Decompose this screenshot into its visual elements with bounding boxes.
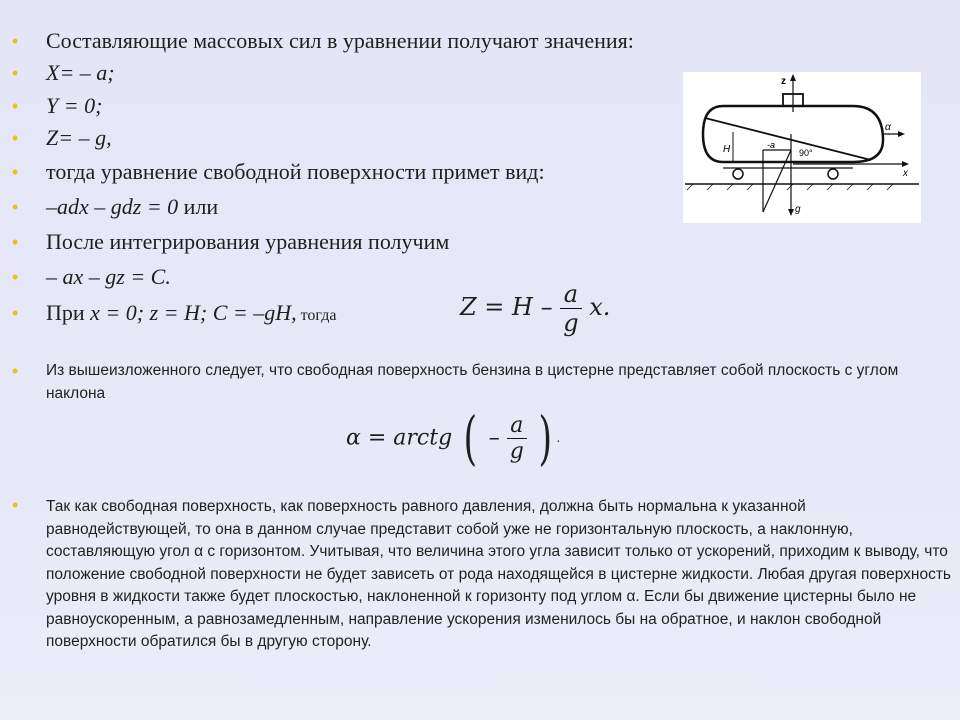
formula-z — [460, 280, 610, 337]
fraction-numerator: a — [507, 413, 527, 439]
bullet-text: Z= – g, — [46, 125, 112, 150]
fraction — [507, 413, 527, 464]
angle-label: 90° — [799, 148, 813, 158]
bullet-text: После интегрирования уравнения получим — [46, 229, 450, 254]
bullet-marker: • — [12, 128, 19, 148]
bullet-text: Составляющие массовых сил в уравнении получают значения: — [46, 28, 634, 53]
fraction-numerator: a — [560, 280, 581, 309]
g-arrow-icon — [788, 209, 794, 216]
formula-lhs: Z = H – — [460, 293, 553, 321]
formula-lhs: α = arctg — [346, 425, 453, 451]
fraction — [560, 280, 581, 337]
formula-tail: . — [556, 431, 561, 445]
paren-open: ( — [463, 404, 478, 472]
formula-alpha — [346, 404, 560, 476]
bullet-text: Y = 0; — [46, 93, 103, 118]
bullet-marker: • — [12, 63, 19, 83]
paragraph: Из вышеизложенного следует, что свободная поверхность бензина в цистерне представляет собой плоскость с углом наклона — [46, 362, 899, 402]
bullet-text — [46, 194, 218, 220]
tank-diagram — [683, 72, 921, 223]
bullet-prefix: При — [46, 300, 91, 325]
z-label: z — [781, 76, 786, 87]
fraction-denominator: g — [563, 309, 579, 337]
bullet-marker: • — [12, 31, 19, 51]
bullet-text: – ax – gz = C. — [46, 264, 171, 289]
bullet-marker: • — [12, 267, 19, 287]
bullet-marker: • — [12, 232, 19, 252]
paragraph: Так как свободная поверхность, как поверхность равного давления, должна быть нормальна к указанной равнодействующей, то она в данном случае представит собой уже не горизонтальную плоскость, а наклонную, составляющую угол α с горизонтом. Учитывая, что величина этого угла зависит только от ускорений, приходим к выводу, что положение свободной поверхности не будет зависеть от рода находящейся в цистерне жидкости. Любая другая поверхность уровня в жидкости также будет плоскостью, наклоненной к горизонту под углом α. Если бы движение цистерны было не равноускоренным, а равнозамедленным, направление ускорения изменилось бы на обратное, и наклон свободной поверхности обратился бы в другую сторону. — [46, 498, 951, 650]
bullet-text: тогда уравнение свободной поверхности примет вид: — [46, 159, 545, 184]
wheel-icon — [733, 169, 743, 179]
bullet-suffix: тогда — [296, 307, 337, 324]
resultant-vector — [763, 150, 791, 212]
fraction-denominator: g — [509, 438, 524, 464]
bullet-marker: • — [12, 495, 19, 515]
z-arrow-icon — [790, 74, 796, 81]
x-arrow-icon — [902, 161, 909, 167]
bullet-text: или — [178, 194, 219, 219]
ground-hatching — [687, 184, 893, 190]
equation: –adx – gdz = 0 — [46, 194, 179, 219]
tank-diagram-svg — [683, 72, 921, 223]
equation: x = 0; z = H; C = –gH, — [90, 300, 297, 325]
minus-a-label: -a — [767, 140, 776, 150]
bullet-text — [46, 300, 336, 326]
bullet-marker: • — [12, 96, 19, 116]
bullet-marker: • — [12, 303, 19, 323]
bullet-text: X= – a; — [46, 60, 115, 85]
bullet-marker: • — [12, 361, 19, 381]
bullet-marker: • — [12, 162, 19, 182]
bullet-marker: • — [12, 197, 19, 217]
minus-sign: – — [488, 425, 500, 451]
acceleration-label: α — [885, 122, 891, 133]
paren-close: ) — [538, 404, 553, 472]
g-label: g — [795, 204, 801, 215]
acceleration-arrow-icon — [898, 131, 905, 137]
formula-tail: x. — [589, 293, 611, 321]
x-label: x — [903, 168, 908, 179]
h-label: H — [723, 144, 731, 155]
wheel-icon — [828, 169, 838, 179]
